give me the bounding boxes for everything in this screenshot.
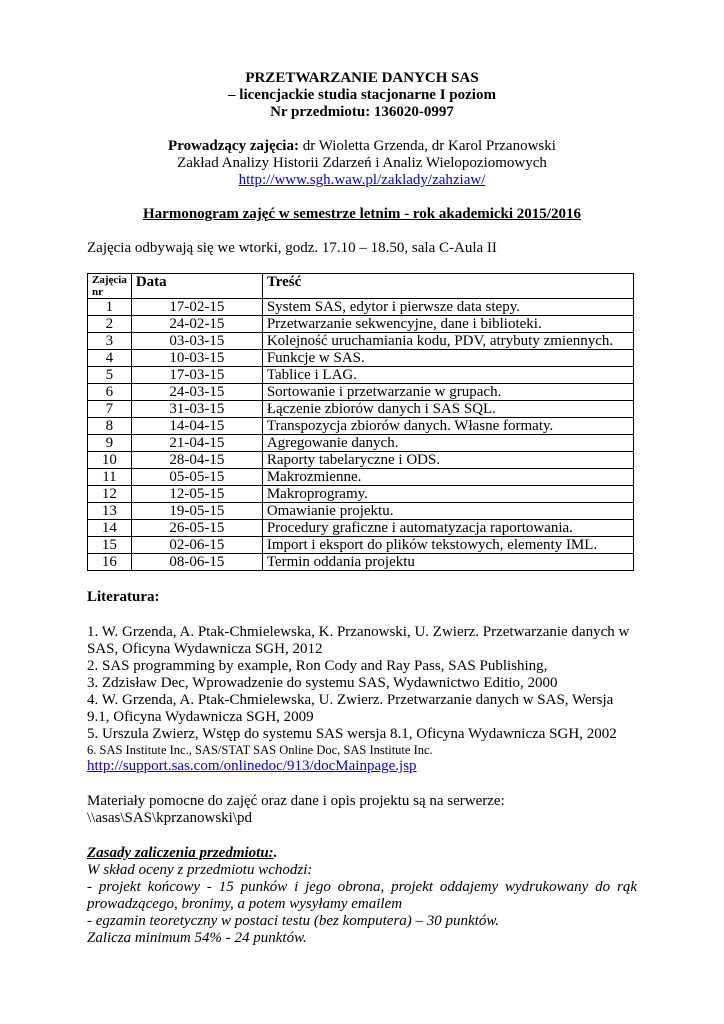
row-date: 08-06-15 [131, 554, 262, 571]
literature-item: 6. SAS Institute Inc., SAS/STAT SAS Online Doc, SAS Institute Inc. [87, 743, 433, 757]
row-topic: Transpozycja zbiorów danych. Własne formaty. [262, 418, 633, 435]
row-nr: 9 [88, 435, 132, 452]
schedule-row [88, 384, 634, 401]
row-nr: 14 [88, 520, 132, 537]
row-nr: 1 [88, 299, 132, 316]
course-title: PRZETWARZANIE DANYCH SAS [245, 70, 479, 86]
row-date: 12-05-15 [131, 486, 262, 503]
literature-item: 1. W. Grzenda, A. Ptak-Chmielewska, K. Przanowski, U. Zwierz. Przetwarzanie danych w SAS, Oficyna Wydawnicza SGH, 2012 [87, 624, 630, 657]
schedule-row [88, 452, 634, 469]
lecturer-block [87, 138, 637, 189]
row-nr: 11 [88, 469, 132, 486]
row-topic: Makrozmienne. [262, 469, 633, 486]
course-number: Nr przedmiotu: 136020-0997 [270, 104, 454, 120]
schedule-row [88, 418, 634, 435]
document-page [87, 70, 637, 947]
row-topic: Import i eksport do plików tekstowych, elementy IML. [262, 537, 633, 554]
course-header [87, 70, 637, 121]
row-date: 14-04-15 [131, 418, 262, 435]
grading-exam: - egzamin teoretyczny w postaci testu (bez komputera) – 30 punktów. [87, 913, 500, 929]
schedule-row [88, 503, 634, 520]
row-topic: Przetwarzanie sekwencyjne, dane i biblioteki. [262, 316, 633, 333]
schedule-row [88, 554, 634, 571]
row-topic: Łączenie zbiorów danych i SAS SQL. [262, 401, 633, 418]
row-date: 19-05-15 [131, 503, 262, 520]
row-nr: 15 [88, 537, 132, 554]
row-nr: 5 [88, 367, 132, 384]
row-topic: Kolejność uruchamiania kodu, PDV, atrybuty zmiennych. [262, 333, 633, 350]
grading-minimum: Zalicza minimum 54% - 24 punktów. [87, 930, 307, 946]
literature-item: 3. Zdzisław Dec, Wprowadzenie do systemu SAS, Wydawnictwo Editio, 2000 [87, 675, 558, 691]
row-date: 10-03-15 [131, 350, 262, 367]
row-topic: Procedury graficzne i automatyzacja raportowania. [262, 520, 633, 537]
column-header-date: Data [131, 274, 262, 299]
column-header-topic: Treść [262, 274, 633, 299]
schedule-row [88, 299, 634, 316]
schedule-body [88, 299, 634, 571]
row-nr: 2 [88, 316, 132, 333]
row-nr: 12 [88, 486, 132, 503]
row-topic: Funkcje w SAS. [262, 350, 633, 367]
row-date: 03-03-15 [131, 333, 262, 350]
schedule-row [88, 537, 634, 554]
row-date: 17-03-15 [131, 367, 262, 384]
schedule-row [88, 486, 634, 503]
row-nr: 8 [88, 418, 132, 435]
row-topic: Agregowanie danych. [262, 435, 633, 452]
row-nr: 6 [88, 384, 132, 401]
schedule-row [88, 401, 634, 418]
schedule-row [88, 435, 634, 452]
schedule-heading: Harmonogram zajęć w semestrze letnim - rok akademicki 2015/2016 [143, 206, 581, 222]
row-topic: Makroprogramy. [262, 486, 633, 503]
grading-project: - projekt końcowy - 15 punków i jego obrona, projekt oddajemy wydrukowany do rąk prowadzącego, bronimy, a potem wysyłamy emailem [87, 879, 637, 912]
lecturers-names: dr Wioletta Grzenda, dr Karol Przanowski [298, 138, 556, 154]
row-topic: Sortowanie i przetwarzanie w grupach. [262, 384, 633, 401]
row-nr: 4 [88, 350, 132, 367]
materials-path: \\asas\SAS\kprzanowski\pd [87, 810, 252, 826]
row-date: 02-06-15 [131, 537, 262, 554]
literature-item: 5. Urszula Zwierz, Wstęp do systemu SAS wersja 8.1, Oficyna Wydawnicza SGH, 2002 [87, 726, 617, 742]
grading-rules: Zasady zaliczenia przedmiotu:. W skład oceny z przedmiotu wchodzi: - projekt końcowy - 15 punków i jego obrona, projekt oddajemy wydrukowany do rąk prowadzącego, bronimy, a potem wysyłamy emailem - egzamin teoretyczny w postaci testu (bez komputera) – 30 punktów. Zalicza minimum 54% - 24 punktów. [87, 845, 637, 946]
course-subtitle: – licencjackie studia stacjonarne I poziom [228, 87, 496, 103]
row-topic: Tablice i LAG. [262, 367, 633, 384]
schedule-row [88, 333, 634, 350]
schedule-row [88, 469, 634, 486]
schedule-header-row [88, 274, 634, 299]
row-topic: Omawianie projektu. [262, 503, 633, 520]
grading-intro: W skład oceny z przedmiotu wchodzi: [87, 862, 313, 878]
literature-list [87, 624, 637, 775]
lecturers-label: Prowadzący zajęcia: [168, 138, 299, 154]
row-date: 31-03-15 [131, 401, 262, 418]
row-topic: Termin oddania projektu [262, 554, 633, 571]
row-nr: 7 [88, 401, 132, 418]
materials-text: Materiały pomocne do zajęć oraz dane i opis projektu są na serwerze: [87, 793, 505, 809]
row-topic: Raporty tabelaryczne i ODS. [262, 452, 633, 469]
row-date: 24-03-15 [131, 384, 262, 401]
schedule-info: Zajęcia odbywają się we wtorki, godz. 17.10 – 18.50, sala C-Aula II [87, 240, 497, 256]
literature-item: 2. SAS programming by example, Ron Cody and Ray Pass, SAS Publishing, [87, 658, 548, 674]
row-date: 05-05-15 [131, 469, 262, 486]
row-nr: 10 [88, 452, 132, 469]
sas-online-doc-link[interactable]: http://support.sas.com/onlinedoc/913/docMainpage.jsp [87, 758, 417, 774]
department-link[interactable]: http://www.sgh.waw.pl/zaklady/zahziaw/ [238, 172, 486, 188]
row-date: 28-04-15 [131, 452, 262, 469]
department-name: Zakład Analizy Historii Zdarzeń i Analiz Wielopoziomowych [177, 155, 547, 171]
row-nr: 13 [88, 503, 132, 520]
column-header-nr: Zajęcia nr [88, 274, 132, 299]
schedule-row [88, 367, 634, 384]
row-date: 26-05-15 [131, 520, 262, 537]
schedule-row [88, 316, 634, 333]
literature-heading: Literatura: [87, 589, 160, 605]
schedule-row [88, 350, 634, 367]
row-nr: 16 [88, 554, 132, 571]
schedule-row [88, 520, 634, 537]
schedule-table [87, 273, 634, 571]
literature-item: 4. W. Grzenda, A. Ptak-Chmielewska, U. Zwierz. Przetwarzanie danych w SAS, Wersja 9.1, Oficyna Wydawnicza SGH, 2009 [87, 692, 614, 725]
grading-heading: Zasady zaliczenia przedmiotu: [87, 845, 274, 861]
row-topic: System SAS, edytor i pierwsze data stepy. [262, 299, 633, 316]
row-nr: 3 [88, 333, 132, 350]
row-date: 21-04-15 [131, 435, 262, 452]
row-date: 17-02-15 [131, 299, 262, 316]
row-date: 24-02-15 [131, 316, 262, 333]
